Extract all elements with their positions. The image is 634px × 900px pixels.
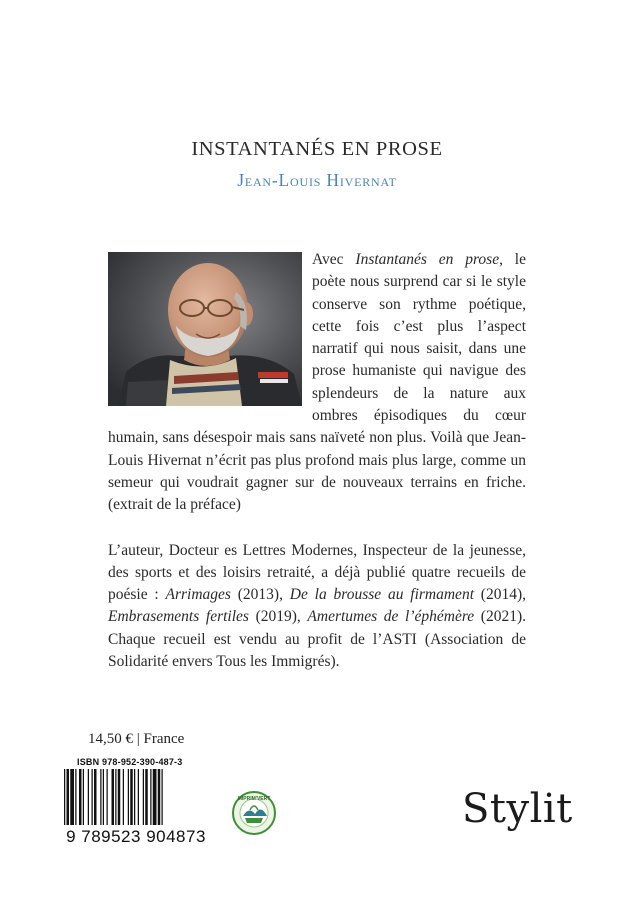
work-title: Amertumes de l’éphémère <box>307 608 475 626</box>
blurb-text: (2019), <box>248 608 308 626</box>
isbn-digits: 9 789523 904873 <box>60 825 212 849</box>
back-cover-text <box>108 249 526 673</box>
blurb-text: Avec <box>312 251 356 268</box>
blurb-text: (2021). Chaque recueil est vendu au profit de l’ASTI (Association de Solidarité envers Tous les Immigrés). <box>108 608 526 671</box>
blurb-text: (2014), <box>474 586 527 604</box>
price-label: 14,50 € | France <box>88 731 185 747</box>
blurb-text: , le poète nous surprend car si le style conserve son rythme poétique, cette fois c’est plus l’aspect narratif qui nous saisit, dans une prose humaniste qui navigue des splendeurs de la nature aux ombres épisodiques du cœur humain, sans désespoir mais sans naïveté non plus. Voilà que Jean-Louis Hivernat n’écrit pas plus profond mais plus large, comme un semeur qui voudrait gagner sur de nouveaux terrains en friche. (extrait de la préface) <box>108 251 526 514</box>
isbn-label: ISBN 978-952-390-487-3 <box>77 757 183 767</box>
blurb-text: (2013), <box>230 586 290 604</box>
blurb-paragraph-2 <box>108 540 526 674</box>
eco-logo-text: IMPRIM'VERT <box>237 796 271 802</box>
book-title: INSTANTANÉS EN PROSE <box>191 138 443 160</box>
work-title: De la brousse au firmament <box>289 586 474 604</box>
portrait-image <box>108 252 302 406</box>
blurb-book-title: Instantanés en prose <box>355 251 500 268</box>
author-portrait-photo <box>108 252 302 406</box>
publisher-logo: Stylit <box>462 786 573 832</box>
work-title: Arrimages <box>165 586 231 604</box>
author-name: Jean-Louis Hivernat <box>237 170 397 190</box>
imprim-vert-logo <box>231 790 277 836</box>
work-title: Embrasements fertiles <box>108 608 249 626</box>
blurb-text: L’auteur, Docteur es Lettres Modernes, Inspecteur de la jeunesse, des sports et des loisirs retraité, a déjà publié quatre recueils de poésie : <box>108 541 526 604</box>
